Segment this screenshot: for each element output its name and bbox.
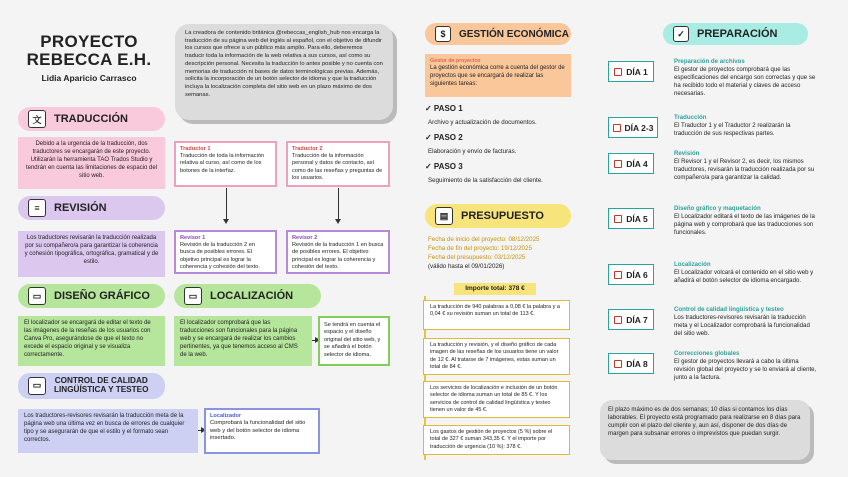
presupuesto-label: PRESUPUESTO xyxy=(461,210,544,222)
presupuesto-date: Fecha del presupuesto: 03/12/2025 xyxy=(428,253,526,261)
traductor2-text: Traducción de la información personal y datos de contacto, así como de las reseñas y preguntas de los usuarios. xyxy=(292,153,383,182)
money-icon: $ xyxy=(435,26,451,42)
day-text: El Traductor 1 y el Traductor 2 realizarán la traducción de sus respectivas partes. xyxy=(674,122,791,138)
calendar-icon xyxy=(614,68,622,76)
day-title: Preparación de archivos xyxy=(674,58,745,65)
book-icon: ▤ xyxy=(435,207,453,225)
revision-header xyxy=(18,196,165,220)
step-3-text: Seguimiento de la satisfacción del cliente. xyxy=(428,177,543,185)
diseno-label: DISEÑO GRÁFICO xyxy=(54,290,150,302)
day-badge-5 xyxy=(608,264,654,285)
revisor2-box xyxy=(286,230,390,274)
gestion-steps xyxy=(425,104,571,186)
day-item-6 xyxy=(674,306,818,338)
translate-icon: 文 xyxy=(28,110,46,128)
step-2-label: ✓ PASO 2 xyxy=(425,133,463,143)
revisor2-text: Revisión de la traducción 1 en busca de posibles errores. El objetivo principal es lograr la coherencia y cohesión del texto. xyxy=(292,242,384,271)
day-label: DÍA 6 xyxy=(626,269,648,280)
traductor1-text: Traducción de toda la información relativa al curso, así como de los botones de la interfaz. xyxy=(180,153,265,174)
calendar-icon xyxy=(614,160,622,168)
presupuesto-dates xyxy=(428,236,574,272)
day-item-2 xyxy=(674,114,818,138)
localizacion-header xyxy=(174,284,321,308)
traductor2-box xyxy=(286,141,390,187)
arrow-calidad-loc xyxy=(198,430,202,431)
revisor2-title: Revisor 2 xyxy=(292,235,318,241)
title-line2: REBECCA E.H. xyxy=(26,50,152,69)
gestion-box-title: Gestor de proyectos xyxy=(430,58,481,64)
arrow-loc-side xyxy=(312,340,316,341)
calidad-label1: CONTROL DE CALIDAD xyxy=(54,376,148,386)
day-text: Los traductores-revisores revisarán la traducción meta y el Localizador comprobará la funcionalidad del sitio web. xyxy=(674,314,810,338)
day-text: El Localizador editará el texto de las imágenes de la página web y comprobará que las traducciones son funcionales. xyxy=(674,213,815,237)
presupuesto-end: Fecha de fin del proyecto: 19/12/2025 xyxy=(428,244,532,252)
step-1-text: Archivo y actualización de documentos. xyxy=(428,119,537,126)
diseno-header xyxy=(18,284,165,308)
day-label: DÍA 7 xyxy=(626,314,648,325)
budget-row-3: Los servicios de localización e inclusión de un botón selector de idioma suman un total de 85 €. Y los servicios de control de calidad lingüística y testeo tienen un valor de 45 €. xyxy=(423,381,570,418)
day-badge-1 xyxy=(608,61,654,82)
calidad-localizador-box xyxy=(204,408,320,454)
revisor1-title: Revisor 1 xyxy=(180,235,206,241)
note-text: El plazo máximo es de dos semanas; 10 días si contamos los días laborables. El proyecto está programado para realizarse en 8 días para cumplir con el plazo del cliente y, aun así, disponer de dos días de margen para subsanar errores o imprevistos que puedan surgir. xyxy=(608,406,801,438)
calendar-icon xyxy=(614,316,622,324)
day-label: DÍA 1 xyxy=(626,66,648,77)
day-text: El gestor de proyectos comprobará que las especificaciones del encargo son correctas y que se ha recibido todo el material y claves de acceso necesarias. xyxy=(674,66,816,98)
traduccion-label: TRADUCCIÓN xyxy=(54,113,128,125)
day-text: El Revisor 1 y el Revisor 2, es decir, los mismos traductores, revisarán la traducción realizada por su compañero/a para garantizar la calidad. xyxy=(674,158,815,182)
revisor1-text: Revisión de la traducción 2 en busca de posibles errores. El objetivo principal es lograr la coherencia y cohesión del texto. xyxy=(180,242,260,271)
day-badge-2 xyxy=(608,117,658,138)
budget-row-1: La traducción de 940 palabras a 0,08 € la palabra y a 0,04 € su revisión suman un total de 113 €. xyxy=(423,300,570,330)
day-title: Correcciones globales xyxy=(674,350,740,357)
day-badge-3 xyxy=(608,153,654,174)
note-box xyxy=(600,400,810,460)
checklist-icon: ✓ xyxy=(673,26,689,42)
gestion-box xyxy=(425,54,571,97)
presupuesto-start: Fecha de inicio del proyecto: 08/12/2025 xyxy=(428,236,540,243)
title-block xyxy=(14,33,164,83)
day-item-5 xyxy=(674,261,818,285)
traduccion-header xyxy=(18,107,165,131)
presupuesto-total: Importe total: 378 € xyxy=(454,283,536,295)
monitor-icon: ▭ xyxy=(28,377,46,395)
calendar-icon xyxy=(614,215,622,223)
day-title: Revisión xyxy=(674,150,700,157)
day-badge-4 xyxy=(608,208,654,229)
day-item-7 xyxy=(674,350,818,382)
calidad-loc-text: Comprobará la funcionalidad del sitio web y del botón selector de idioma insertado. xyxy=(210,420,306,442)
preparacion-label: PREPARACIÓN xyxy=(697,28,778,40)
presupuesto-valid: (válido hasta el 09/01/2026) xyxy=(428,262,505,270)
calendar-icon xyxy=(613,124,621,132)
traductor1-title: Traductor 1 xyxy=(180,146,211,152)
day-item-3 xyxy=(674,150,818,182)
localizacion-label: LOCALIZACIÓN xyxy=(210,290,294,302)
day-title: Diseño gráfico y maquetación xyxy=(674,205,761,212)
calidad-loc-title: Localizador xyxy=(210,413,242,419)
calidad-label2: LINGÜÍSTICA Y TESTEO xyxy=(54,385,149,394)
day-title: Localización xyxy=(674,261,711,268)
traductor2-title: Traductor 2 xyxy=(292,146,323,152)
arrow-t1-r1 xyxy=(226,188,227,220)
diseno-text: El localizador se encargará de editar el texto de las imágenes de la reseñas de los usuarios con Canva Pro, asegurándose de que el texto no excede el espacio original y se visualiza correctamente. xyxy=(18,316,165,366)
intro-box xyxy=(175,24,393,120)
step-3-label: ✓ PASO 3 xyxy=(425,162,463,172)
budget-row-2: La traducción y revisión, y el diseño gráfico de cada imagen de las reseñas de los usuarios tiene un valor de 12 €. Al tratarse de 7 imágenes, estas suman un total de 84 €. xyxy=(423,338,570,375)
gestion-box-text: La gestión económica corre a cuenta del gestor de proyectos que se encargará de realizar las siguientes tareas: xyxy=(430,65,565,87)
localizacion-text: El localizador comprobará que las traducciones son funcionales para la página web y se encargará de realizar los cambios pertinentes, ya que tenemos acceso al CMS de la web. xyxy=(174,316,312,366)
revision-label: REVISIÓN xyxy=(54,202,107,214)
day-title: Control de calidad lingüística y testeo xyxy=(674,306,784,313)
revisor1-box xyxy=(174,230,277,274)
traduccion-text: Debido a la urgencia de la traducción, dos traductores se encargarán de este proyecto. Utilizarán la herramienta TAO Trados Studio y tendrán en cuenta las limitaciones de espacio del sitio web. xyxy=(18,137,165,189)
presupuesto-header xyxy=(425,204,571,228)
localizacion-side: Se tendrá en cuenta el espacio y el diseño original del sitio web, y se añadirá el botón selector de idioma. xyxy=(318,316,390,366)
day-label: DÍA 5 xyxy=(626,213,648,224)
day-title: Traducción xyxy=(674,114,707,121)
day-badge-6 xyxy=(608,309,654,330)
preparacion-header xyxy=(663,23,808,45)
gestion-label: GESTIÓN ECONÓMICA xyxy=(459,28,570,40)
day-label: DÍA 8 xyxy=(626,358,648,369)
day-text: El Localizador volcará el contenido en el sitio web y añadirá el botón selector de idioma encargado. xyxy=(674,269,814,285)
calidad-header xyxy=(18,373,165,399)
calendar-icon xyxy=(614,360,622,368)
day-label: DÍA 2-3 xyxy=(624,122,654,133)
calendar-icon xyxy=(614,271,622,279)
gestion-header xyxy=(425,23,571,45)
budget-row-4: Los gastos de gestión de proyectos (5 %) sobre el total de 327 € suman 343,35 €. Y el importe por traducción de urgencia (10 %): 378 €. xyxy=(423,425,570,455)
step-2-text: Elaboración y envío de facturas. xyxy=(428,148,517,156)
title-line1: PROYECTO xyxy=(40,32,138,51)
step-1-label: ✓ PASO 1 xyxy=(425,104,463,113)
day-item-1 xyxy=(674,58,818,98)
day-text: El gestor de proyectos llevará a cabo la última revisión global del proyecto y se lo enviará al cliente, junto a la factura. xyxy=(674,358,817,382)
day-item-4 xyxy=(674,205,818,237)
monitor-icon: ▭ xyxy=(28,287,46,305)
calidad-text: Los traductores-revisores revisarán la traducción meta de la página web una última vez en busca de errores de cualquier tipo y se asegurarán de que el estilo y el formato sean correctos. xyxy=(18,409,198,453)
day-label: DÍA 4 xyxy=(626,158,648,169)
revision-text: Los traductores revisarán la traducción realizada por su compañero/a para garantizar la coherencia y cohesión tipográfica, ortográfica, gramatical y de estilo. xyxy=(18,231,165,277)
monitor-icon: ▭ xyxy=(184,287,202,305)
day-badge-7 xyxy=(608,353,654,374)
document-icon: ≡ xyxy=(28,199,46,217)
traductor1-box xyxy=(174,141,277,187)
intro-text: La creadora de contenido británica @rebeccas_english_hub nos encarga la traducción de su página web del inglés al español, con el objetivo de difundir los cursos que ofrece a un público más amplio. Para ello, deberemos traducir toda la información de la web relativa a sus cursos, así como su descripción personal. Necesita la traducción lo antes posible y no cuenta con memorias de traducción ni bases de datos terminológicas previas. Además, solicita la incorporación de un botón selector de idioma y que la traducción incluya la localización completa del sitio web en un plazo máximo de dos semanas. xyxy=(185,30,383,98)
arrow-t2-r2 xyxy=(338,188,339,220)
author: Lidia Aparicio Carrasco xyxy=(41,73,137,83)
